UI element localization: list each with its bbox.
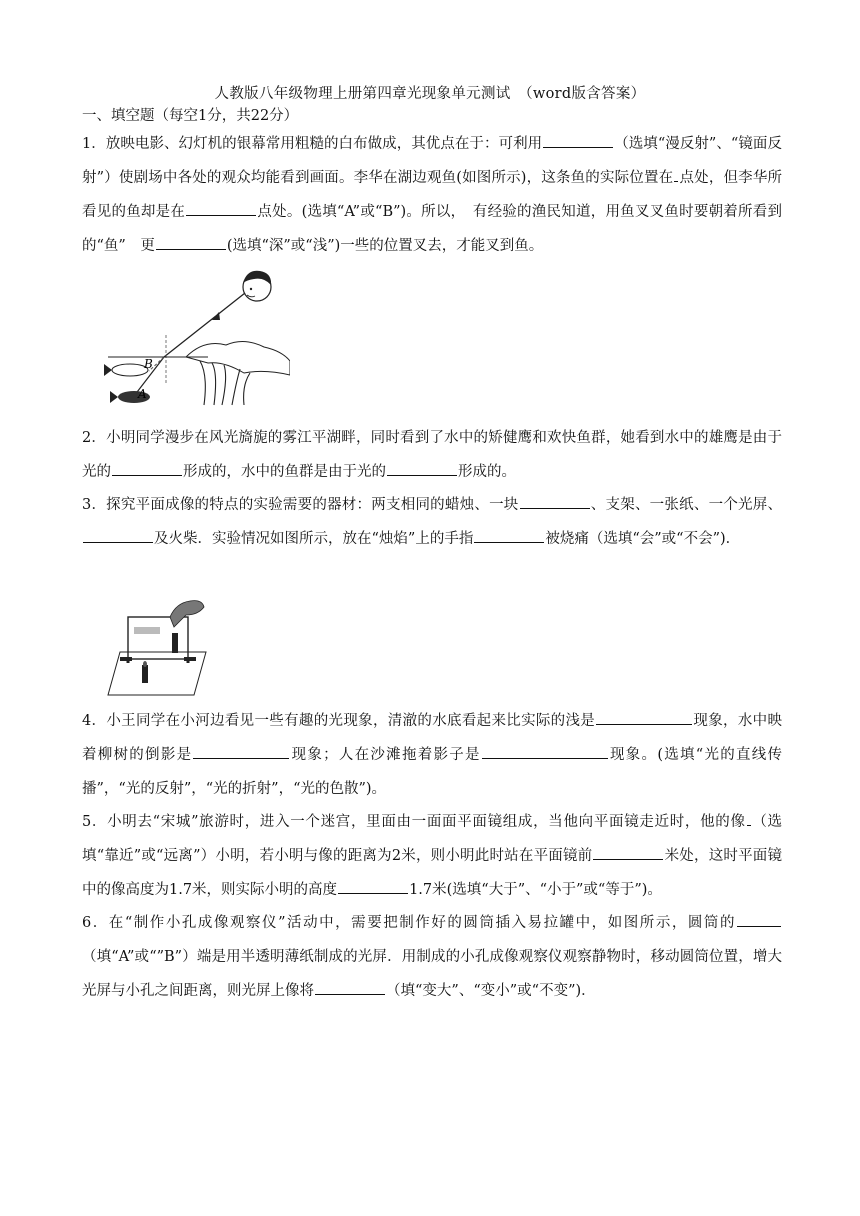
q1-text-4: 点处。(选填“A”或“B”)。所以， 有经验的渔民知道，用鱼叉叉鱼时要朝着所看到的“鱼” 更 (82, 204, 782, 254)
observer-head-icon (243, 271, 271, 301)
q3-text-3: 及火柴．实验情况如图所示，放在“烛焰”上的手指 (154, 531, 474, 547)
label-a: A (138, 387, 147, 401)
answer-blank[interactable] (186, 199, 256, 216)
question-2 (82, 421, 782, 489)
q2-text-3: 形成的。 (458, 464, 516, 480)
answer-blank[interactable] (520, 492, 590, 509)
plane-mirror-figure (106, 597, 208, 697)
q3-text-1: 3．探究平面成像的特点的实验需要的器材：两支相同的蜡烛、一块 (82, 497, 519, 513)
answer-blank[interactable] (338, 877, 408, 894)
q4-text-1: 4．小王同学在小河边看见一些有趣的光现象，清澈的水底看起来比实际的浅是 (82, 713, 596, 729)
answer-blank[interactable] (543, 131, 613, 148)
q1-text-2: （选填“漫反射”、“镜面反射”）使剧场中各处的观众均能看到画面。李华在湖边观鱼(如图所示)，这条鱼的实际位置在 (82, 136, 782, 186)
q4-text-2: 现象，水中映着柳树的倒影是 (82, 713, 782, 763)
glass-plate (128, 617, 188, 659)
answer-blank[interactable] (83, 526, 153, 543)
light-ray (164, 293, 245, 357)
answer-blank[interactable] (474, 526, 544, 543)
section-heading: 一、填空题（每空1分，共22分） (82, 108, 299, 124)
q1-text-5: (选填“深”或“浅”)一些的位置叉去，才能叉到鱼。 (226, 238, 544, 254)
q4-text-3: 现象；人在沙滩拖着影子是 (290, 747, 481, 763)
q6-text-2: （填“A”或“”B”）端是用半透明薄纸制成的光屏．用制成的小孔成像观察仪观察静物时，移动圆筒位置，增大光屏与小孔之间距离，则光屏上像将 (82, 949, 782, 999)
q2-text-1: 2．小明同学漫步在风光旖旎的雾江平湖畔，同时看到了水中的矫健鹰和欢快鱼群，她看到水中的雄鹰是由于光的 (82, 430, 782, 480)
answer-blank[interactable] (387, 459, 457, 476)
q5-text-2: （选填“靠近”或“远离”）小明，若小明与像的距离为2米，则小明此时站在平面镜前 (82, 814, 782, 864)
q6-text-1: 6．在“制作小孔成像观察仪”活动中，需要把制作好的圆筒插入易拉罐中，如图所示，圆筒的 (82, 915, 736, 931)
question-5 (82, 805, 782, 907)
question-3 (82, 488, 782, 556)
candle-icon (142, 665, 148, 683)
q4-text-4: 现象。(选填“光的直线传播”，“光的反射”，“光的折射”，“光的色散”)。 (82, 747, 782, 797)
question-1 (82, 127, 782, 263)
answer-blank[interactable] (315, 978, 385, 995)
finger-icon (170, 601, 204, 627)
q5-text-3: 米处，这时平面镜中的像高度为1.7米，则实际小明的高度 (82, 848, 783, 898)
question-6 (82, 906, 782, 1008)
label-b: B (144, 357, 153, 371)
question-4 (82, 704, 782, 806)
answer-blank[interactable] (156, 233, 226, 250)
q5-text-1: 5．小明去“宋城”旅游时，进入一个迷宫，里面由一面面平面镜组成，当他向平面镜走近时，他的像 (82, 814, 746, 830)
fish-refraction-figure (104, 265, 290, 413)
q5-text-4: 1.7米(选填“大于”、“小于”或“等于”)。 (409, 882, 662, 898)
page-title: 人教版八年级物理上册第四章光现象单元测试 （word版含答案） (214, 86, 646, 102)
answer-blank[interactable] (193, 742, 289, 759)
q6-text-3: （填“变大”、“变小”或“不变”)． (386, 983, 596, 999)
plate-label (134, 627, 160, 634)
q3-text-2: 、支架、一张纸、一个光屏、 (590, 497, 782, 513)
q3-text-4: 被烧痛（选填“会”或“不会”)． (545, 531, 741, 547)
answer-blank[interactable] (593, 843, 663, 860)
river-bank (186, 341, 290, 375)
q1-text-1: 1．放映电影、幻灯机的银幕常用粗糙的白布做成，其优点在于：可利用 (82, 136, 543, 152)
answer-blank[interactable] (674, 165, 678, 182)
answer-blank[interactable] (112, 459, 182, 476)
answer-blank[interactable] (482, 742, 608, 759)
q1-text-3: 点处，但李华所看见的鱼却是在 (82, 170, 782, 220)
answer-blank[interactable] (737, 910, 781, 927)
reeds (200, 361, 250, 405)
q2-text-2: 形成的，水中的鱼群是由于光的 (183, 464, 386, 480)
answer-blank[interactable] (596, 708, 692, 725)
ray-arrow (212, 312, 220, 320)
candle-image (172, 633, 178, 653)
answer-blank[interactable] (747, 809, 751, 826)
